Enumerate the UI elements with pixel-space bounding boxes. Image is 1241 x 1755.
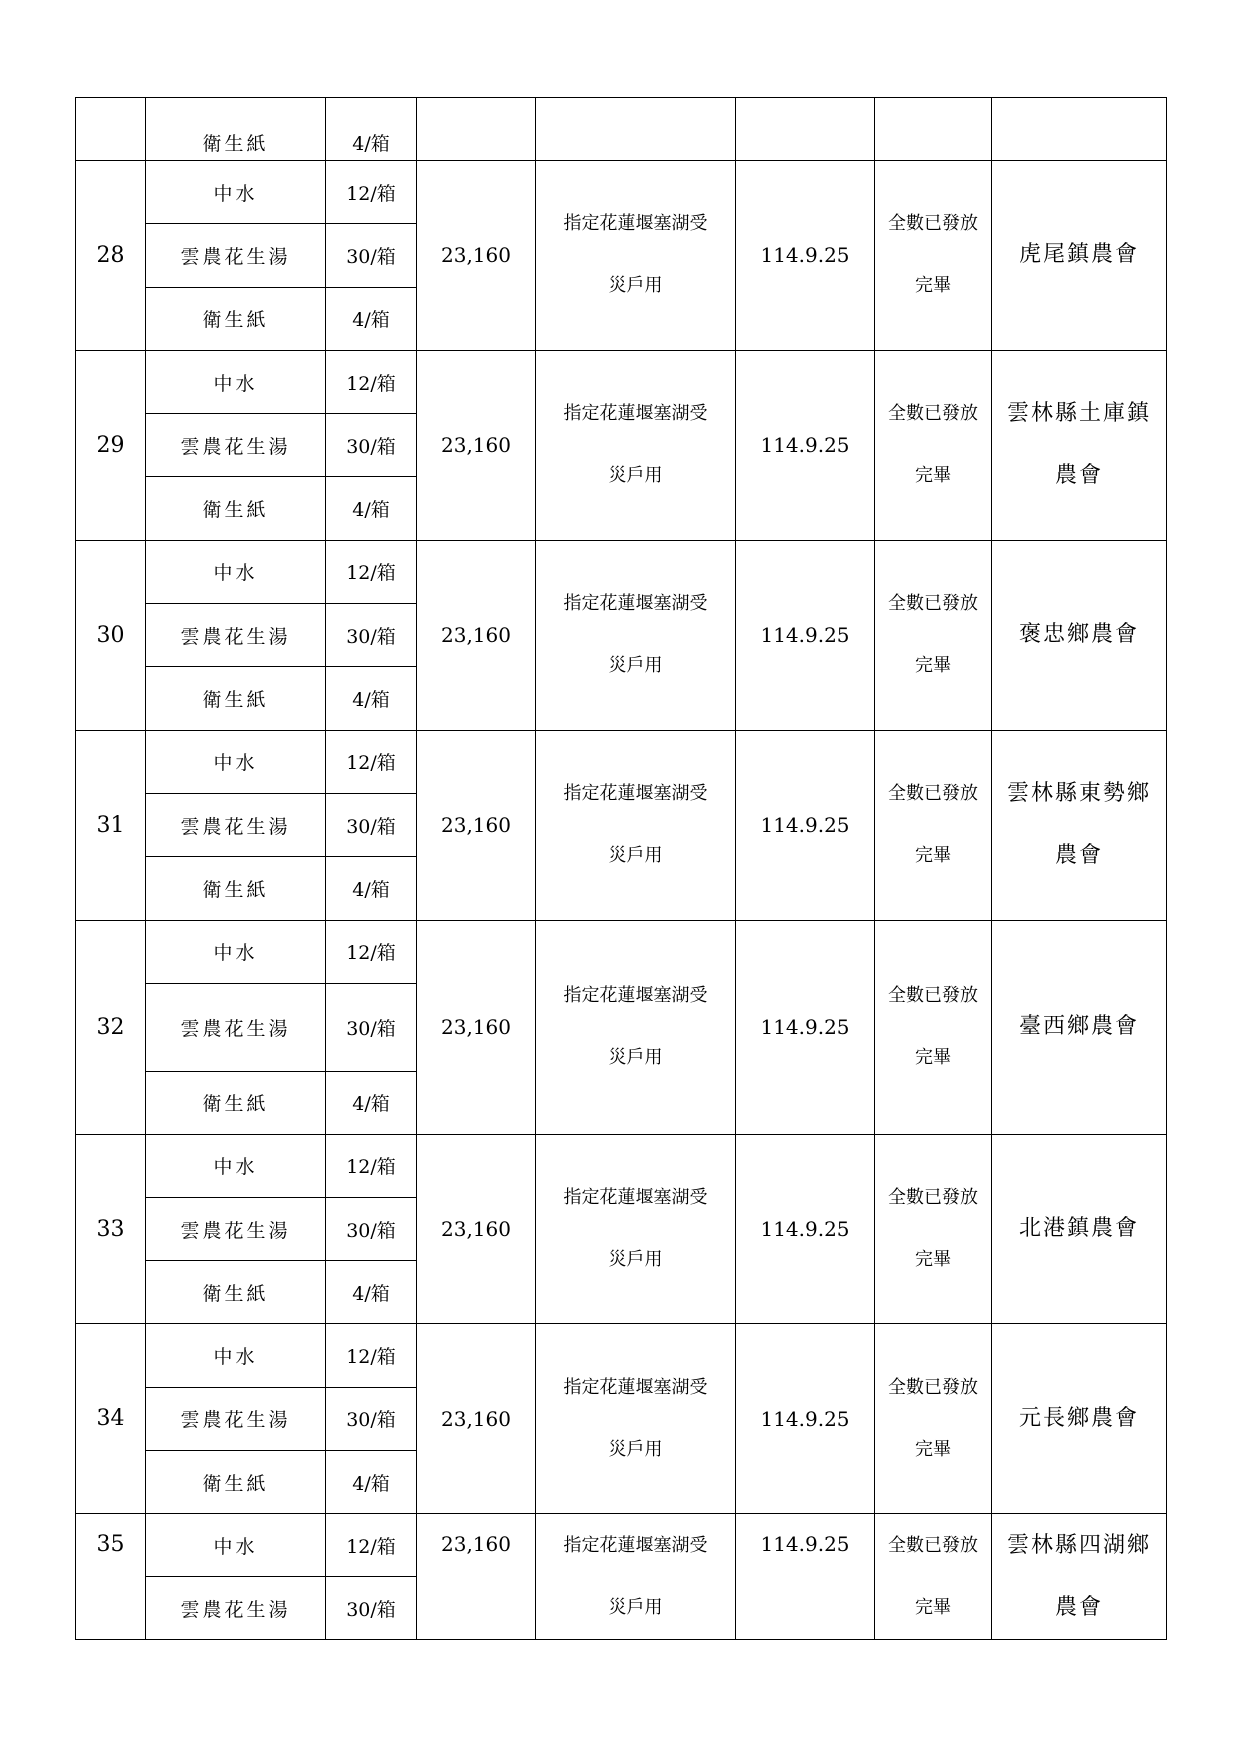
table-row: [76, 98, 1167, 161]
status-line: 完畢: [915, 1249, 951, 1270]
item-quantity: 4/箱: [326, 98, 417, 161]
item-name: 衛生紙: [146, 1071, 326, 1134]
purpose: [536, 540, 736, 730]
item-quantity: 30/箱: [326, 793, 417, 856]
donation-table: [75, 97, 1167, 1640]
row-number: 30: [76, 540, 146, 730]
purpose-line: 災戶用: [608, 275, 663, 297]
status-line: 完畢: [915, 845, 951, 867]
status-line: 全數已發放: [888, 1187, 978, 1208]
distribution-date: 114.9.25: [736, 540, 875, 730]
purpose-line: 指定花蓮堰塞湖受: [563, 985, 708, 1007]
status: [875, 1324, 992, 1514]
status-line: 完畢: [915, 1438, 951, 1460]
table-row: [76, 350, 1167, 413]
item-quantity: 4/箱: [326, 287, 417, 350]
organization-cell: [992, 98, 1167, 161]
item-name: 雲農花生湯: [146, 793, 326, 856]
item-name: 衛生紙: [146, 857, 326, 920]
item-quantity: 12/箱: [326, 920, 417, 983]
item-quantity: 4/箱: [326, 1451, 417, 1514]
purpose-line: 災戶用: [608, 1047, 663, 1069]
item-name: 中水: [146, 1324, 326, 1387]
row-number: 29: [76, 350, 146, 540]
table-row: [76, 161, 1167, 224]
organization-line: 雲林縣東勢鄉: [1006, 781, 1151, 807]
row-number-cell: [76, 98, 146, 161]
organization-line: 元長鄉農會: [1018, 1405, 1139, 1431]
amount: 23,160: [417, 350, 536, 540]
purpose-line: 災戶用: [608, 1438, 663, 1460]
item-name: 雲農花生湯: [146, 604, 326, 667]
status-line: 全數已發放: [888, 985, 978, 1007]
item-quantity: 12/箱: [326, 1324, 417, 1387]
item-quantity: 30/箱: [326, 224, 417, 287]
row-number: 34: [76, 1324, 146, 1514]
distribution-date: 114.9.25: [736, 350, 875, 540]
purpose: [536, 920, 736, 1134]
organization: [992, 920, 1167, 1134]
item-name: 衛生紙: [146, 477, 326, 540]
row-number: 35: [76, 1514, 146, 1640]
table-row: [76, 540, 1167, 603]
amount: 23,160: [417, 540, 536, 730]
item-quantity: 12/箱: [326, 1514, 417, 1577]
row-number: 33: [76, 1134, 146, 1324]
status: [875, 730, 992, 920]
status-line: 全數已發放: [888, 403, 978, 425]
distribution-date: 114.9.25: [736, 161, 875, 351]
item-quantity: 12/箱: [326, 730, 417, 793]
donation-table-body: [76, 98, 1167, 1640]
organization-line: 農會: [1054, 463, 1103, 489]
item-name: 衛生紙: [146, 1261, 326, 1324]
purpose-line: 指定花蓮堰塞湖受: [563, 593, 708, 615]
amount-cell: [417, 98, 536, 161]
item-name: 中水: [146, 1134, 326, 1197]
amount: 23,160: [417, 1324, 536, 1514]
item-name: 中水: [146, 730, 326, 793]
item-quantity: 30/箱: [326, 1387, 417, 1450]
item-quantity: 30/箱: [326, 604, 417, 667]
purpose-line: 災戶用: [608, 845, 663, 867]
distribution-date: 114.9.25: [736, 920, 875, 1134]
item-name: 雲農花生湯: [146, 414, 326, 477]
table-row: [76, 1514, 1167, 1577]
organization: [992, 730, 1167, 920]
item-quantity: 4/箱: [326, 667, 417, 730]
status-cell: [875, 98, 992, 161]
purpose-line: 指定花蓮堰塞湖受: [563, 783, 708, 805]
organization: [992, 540, 1167, 730]
purpose: [536, 350, 736, 540]
status: [875, 161, 992, 351]
status-line: 全數已發放: [888, 1534, 978, 1556]
item-quantity: 4/箱: [326, 857, 417, 920]
purpose-line: 指定花蓮堰塞湖受: [563, 1187, 708, 1208]
organization-line: 褒忠鄉農會: [1018, 622, 1139, 648]
item-quantity: 4/箱: [326, 1071, 417, 1134]
purpose-line: 指定花蓮堰塞湖受: [563, 1534, 708, 1556]
table-row: [76, 920, 1167, 983]
purpose-line: 災戶用: [608, 1249, 663, 1270]
distribution-date: 114.9.25: [736, 1134, 875, 1324]
status-line: 全數已發放: [888, 213, 978, 235]
status: [875, 920, 992, 1134]
distribution-date: 114.9.25: [736, 730, 875, 920]
item-quantity: 12/箱: [326, 1134, 417, 1197]
item-quantity: 4/箱: [326, 477, 417, 540]
organization: [992, 1134, 1167, 1324]
status-line: 全數已發放: [888, 593, 978, 615]
date-cell: [736, 98, 875, 161]
item-quantity: 30/箱: [326, 414, 417, 477]
status-line: 全數已發放: [888, 783, 978, 805]
table-row: [76, 1324, 1167, 1387]
row-number: 32: [76, 920, 146, 1134]
status-line: 完畢: [915, 465, 951, 487]
status-line: 完畢: [915, 275, 951, 297]
amount: 23,160: [417, 161, 536, 351]
item-name: 衛生紙: [146, 287, 326, 350]
purpose-line: 災戶用: [608, 1596, 663, 1618]
status: [875, 1134, 992, 1324]
status: [875, 350, 992, 540]
organization-line: 農會: [1054, 1594, 1103, 1620]
status: [875, 540, 992, 730]
table-row: [76, 1134, 1167, 1197]
purpose-line: 災戶用: [608, 655, 663, 677]
status-line: 完畢: [915, 1596, 951, 1618]
purpose: [536, 1134, 736, 1324]
item-name: 中水: [146, 540, 326, 603]
purpose: [536, 730, 736, 920]
status-line: 完畢: [915, 655, 951, 677]
item-quantity: 30/箱: [326, 1577, 417, 1640]
row-number: 31: [76, 730, 146, 920]
organization: [992, 350, 1167, 540]
status: [875, 1514, 992, 1640]
status-line: 完畢: [915, 1047, 951, 1069]
purpose: [536, 1324, 736, 1514]
item-name: 中水: [146, 350, 326, 413]
organization-line: 北港鎮農會: [1018, 1216, 1139, 1241]
item-name: 衛生紙: [146, 98, 326, 161]
item-name: 中水: [146, 161, 326, 224]
organization-line: 臺西鄉農會: [1018, 1014, 1139, 1040]
organization: [992, 161, 1167, 351]
organization-line: 農會: [1054, 843, 1103, 869]
purpose-line: 指定花蓮堰塞湖受: [563, 213, 708, 235]
organization: [992, 1514, 1167, 1640]
organization-line: 雲林縣四湖鄉: [1006, 1532, 1151, 1558]
amount: 23,160: [417, 1514, 536, 1640]
table-row: [76, 730, 1167, 793]
amount: 23,160: [417, 1134, 536, 1324]
item-name: 雲農花生湯: [146, 1387, 326, 1450]
purpose-line: 指定花蓮堰塞湖受: [563, 1376, 708, 1398]
item-quantity: 4/箱: [326, 1261, 417, 1324]
item-name: 中水: [146, 920, 326, 983]
item-name: 衛生紙: [146, 667, 326, 730]
item-name: 中水: [146, 1514, 326, 1577]
distribution-date: 114.9.25: [736, 1514, 875, 1640]
purpose-line: 災戶用: [608, 465, 663, 487]
organization-line: 虎尾鎮農會: [1018, 242, 1139, 268]
item-quantity: 12/箱: [326, 350, 417, 413]
purpose: [536, 161, 736, 351]
item-name: 雲農花生湯: [146, 224, 326, 287]
status-line: 全數已發放: [888, 1376, 978, 1398]
amount: 23,160: [417, 730, 536, 920]
item-name: 雲農花生湯: [146, 1577, 326, 1640]
organization-line: 雲林縣土庫鎮: [1006, 401, 1151, 427]
item-name: 雲農花生湯: [146, 983, 326, 1071]
item-quantity: 30/箱: [326, 1197, 417, 1260]
organization: [992, 1324, 1167, 1514]
purpose-line: 指定花蓮堰塞湖受: [563, 403, 708, 425]
amount: 23,160: [417, 920, 536, 1134]
purpose: [536, 1514, 736, 1640]
row-number: 28: [76, 161, 146, 351]
item-name: 衛生紙: [146, 1451, 326, 1514]
item-quantity: 30/箱: [326, 983, 417, 1071]
item-quantity: 12/箱: [326, 540, 417, 603]
purpose-cell: [536, 98, 736, 161]
item-name: 雲農花生湯: [146, 1197, 326, 1260]
item-quantity: 12/箱: [326, 161, 417, 224]
distribution-date: 114.9.25: [736, 1324, 875, 1514]
